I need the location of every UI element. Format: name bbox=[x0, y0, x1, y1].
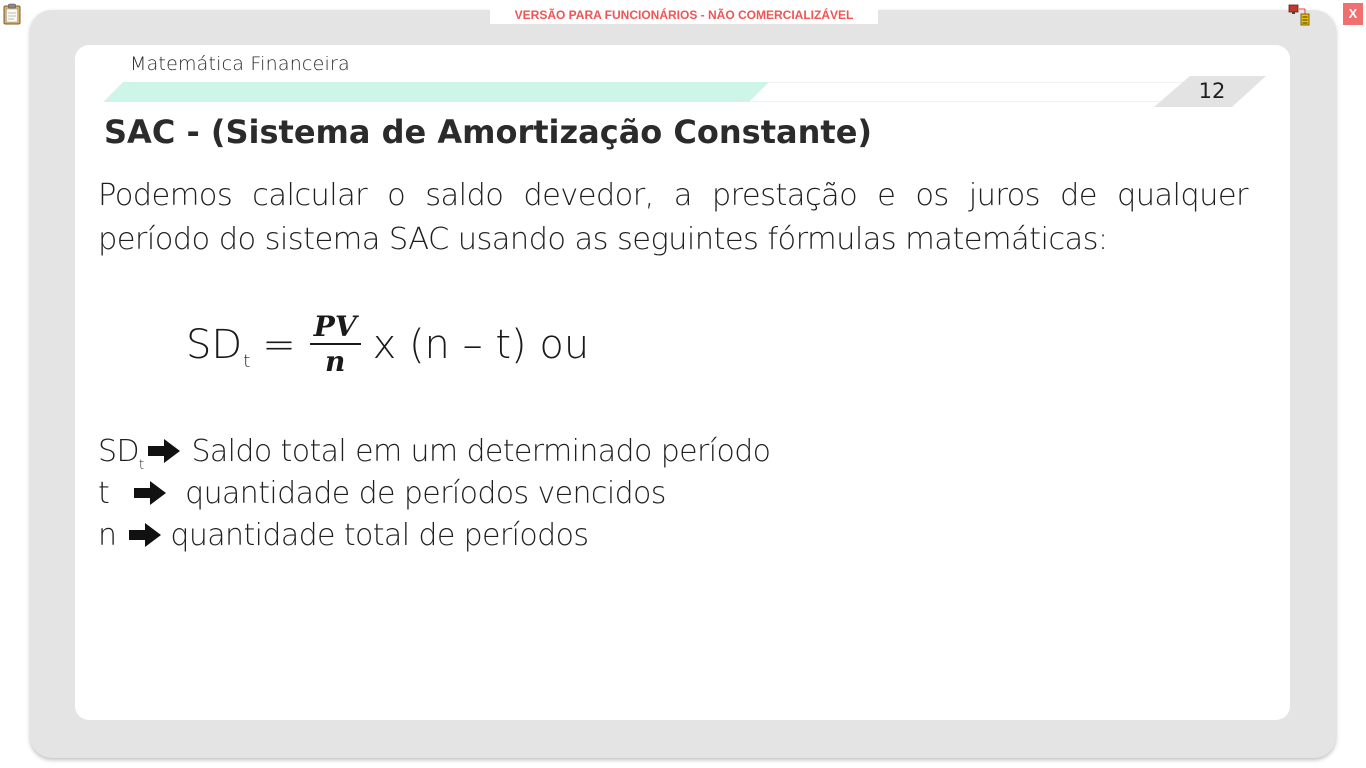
definition-item bbox=[98, 472, 770, 514]
arrow-right-icon bbox=[133, 480, 167, 506]
subject-label: Matemática Financeira bbox=[130, 53, 350, 75]
definition-text: Saldo total em um determinado período bbox=[191, 433, 771, 469]
intro-paragraph: Podemos calcular o saldo devedor, a prestação e os juros de qualquer período do sistema SAC usando as seguintes fórmulas matemáticas: bbox=[98, 178, 1248, 257]
definition-symbol: n bbox=[98, 517, 117, 553]
formula-rest: x (n – t) ou bbox=[372, 322, 590, 368]
arrow-right-icon bbox=[147, 438, 181, 464]
clipboard-icon[interactable] bbox=[2, 3, 22, 25]
definition-item bbox=[98, 514, 770, 556]
formula-numerator: PV bbox=[313, 310, 357, 343]
network-status-icon[interactable] bbox=[1287, 3, 1313, 27]
balance-formula bbox=[186, 305, 589, 385]
arrow-right-icon bbox=[128, 522, 162, 548]
definition-symbol: $SD_t$ bbox=[98, 433, 144, 473]
header-stripe bbox=[104, 82, 1204, 102]
formula-fraction bbox=[310, 311, 361, 379]
definition-text: quantidade total de períodos bbox=[170, 517, 589, 553]
formula-equals: = bbox=[262, 322, 296, 368]
slide-title: SAC - (Sistema de Amortização Constante) bbox=[104, 113, 873, 151]
definition-symbol: t bbox=[98, 475, 110, 511]
page-number: 12 bbox=[1198, 79, 1226, 103]
definition-text: quantidade de períodos vencidos bbox=[185, 475, 666, 511]
formula-lhs: SD bbox=[186, 322, 243, 368]
close-button[interactable]: X bbox=[1343, 3, 1363, 25]
definitions-list bbox=[98, 430, 770, 556]
formula-denominator: n bbox=[324, 345, 346, 378]
employee-version-banner: VERSÃO PARA FUNCIONÁRIOS - NÃO COMERCIALIZÁVEL bbox=[490, 6, 878, 24]
definition-item bbox=[98, 430, 770, 472]
formula-lhs-subscript: t bbox=[243, 350, 251, 372]
